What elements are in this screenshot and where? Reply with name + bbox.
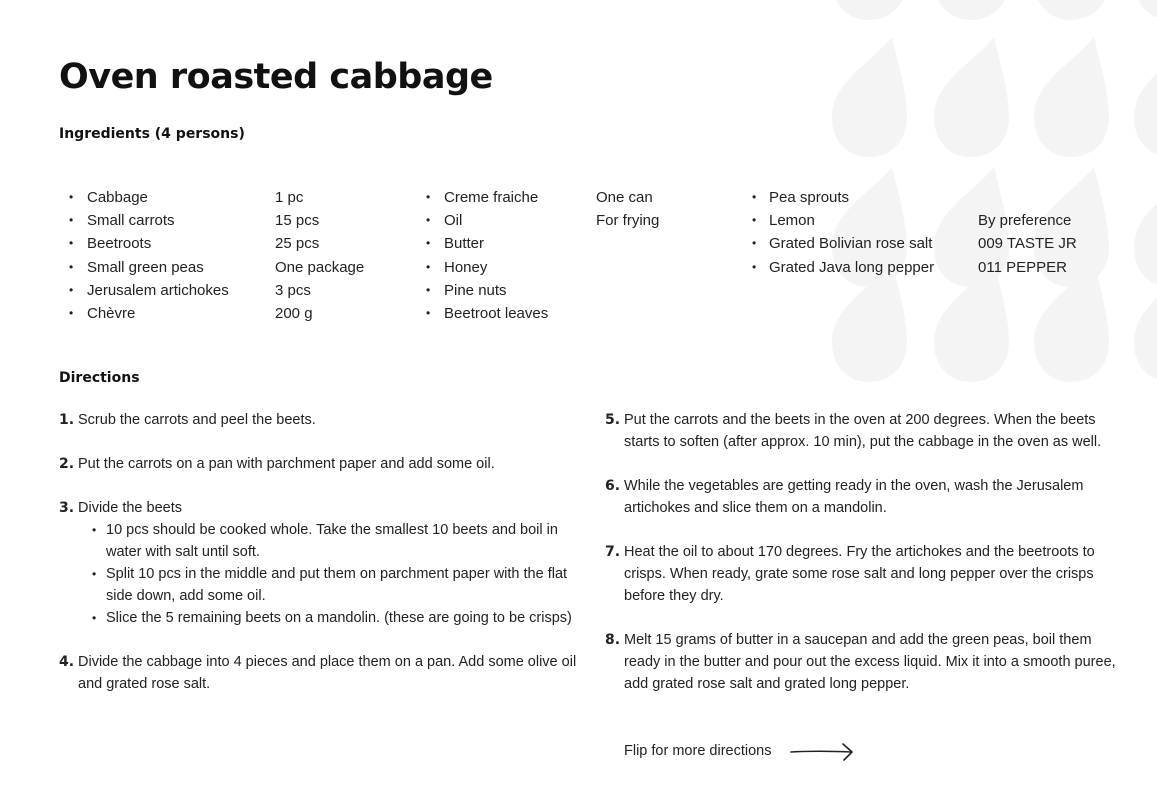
directions-column-right <box>605 409 1120 717</box>
direction-step <box>605 541 1120 607</box>
ingredient-name: Beetroot leaves <box>444 304 549 322</box>
ingredient-quantity: By preference <box>978 212 1072 230</box>
direction-step <box>59 453 579 475</box>
bullet-icon: • <box>92 567 97 581</box>
sub-step <box>92 563 579 607</box>
bullet-icon: • <box>92 523 97 537</box>
ingredient-quantity: 3 pcs <box>275 281 311 299</box>
ingredient-item <box>426 186 726 209</box>
bullet-icon: • <box>426 305 431 320</box>
bullet-icon: • <box>69 259 74 274</box>
step-text: Divide the cabbage into 4 pieces and place them on a pan. Add some olive oil and grated rose salt. <box>78 654 577 692</box>
drop-icon <box>1134 0 1157 20</box>
step-number: 6. <box>605 478 621 494</box>
ingredient-name: Oil <box>444 212 463 230</box>
ingredient-name: Small carrots <box>87 212 175 230</box>
direction-step <box>59 409 579 431</box>
bullet-icon: • <box>752 213 757 228</box>
ingredient-name: Small green peas <box>87 258 204 276</box>
ingredient-name: Cabbage <box>87 189 148 206</box>
ingredient-item <box>752 209 1132 232</box>
ingredient-name: Lemon <box>769 212 815 230</box>
step-text: While the vegetables are getting ready in the oven, wash the Jerusalem artichokes and slice them on a mandolin. <box>624 478 1084 516</box>
bullet-icon: • <box>69 236 74 251</box>
step-text: Scrub the carrots and peel the beets. <box>78 412 316 428</box>
ingredient-item <box>69 209 409 232</box>
ingredient-quantity: 200 g <box>275 304 313 322</box>
ingredient-item <box>69 256 409 279</box>
ingredient-quantity: 011 PEPPER <box>978 258 1067 276</box>
drop-icon <box>1034 37 1109 157</box>
step-sublist <box>78 519 579 629</box>
sub-step-text: 10 pcs should be cooked whole. Take the smallest 10 beets and boil in water with salt until soft. <box>106 522 558 560</box>
step-number: 5. <box>605 412 621 428</box>
ingredient-quantity: 1 pc <box>275 189 304 206</box>
ingredient-item <box>426 232 726 255</box>
step-text: Put the carrots and the beets in the oven at 200 degrees. When the beets starts to soften (after approx. 10 min), put the cabbage in the oven as well. <box>624 412 1102 450</box>
step-text: Divide the beets <box>78 500 182 516</box>
flip-text: Flip for more directions <box>624 743 772 759</box>
directions-heading: Directions <box>59 370 140 386</box>
ingredients-heading: Ingredients (4 persons) <box>59 126 245 142</box>
step-number: 8. <box>605 632 621 648</box>
directions-column-left <box>59 409 579 717</box>
ingredient-item <box>426 302 726 325</box>
bullet-icon: • <box>752 190 757 204</box>
step-number: 2. <box>59 456 75 472</box>
ingredient-item <box>69 302 409 325</box>
direction-step <box>605 409 1120 453</box>
bullet-icon: • <box>426 236 431 251</box>
bullet-icon: • <box>426 259 431 274</box>
ingredient-quantity: For frying <box>596 212 660 230</box>
bullet-icon: • <box>69 190 74 204</box>
ingredient-item <box>426 279 726 302</box>
ingredient-name: Grated Bolivian rose salt <box>769 235 933 253</box>
step-text: Put the carrots on a pan with parchment paper and add some oil. <box>78 456 495 472</box>
ingredient-item <box>752 232 1132 255</box>
step-text: Heat the oil to about 170 degrees. Fry the artichokes and the beetroots to crisps. When ready, grate some rose salt and long pepper over the crisps before they dry. <box>624 544 1095 604</box>
sub-step-text: Slice the 5 remaining beets on a mandolin. (these are going to be crisps) <box>106 610 572 626</box>
step-number: 4. <box>59 654 75 670</box>
step-text: Melt 15 grams of butter in a saucepan and add the green peas, boil them ready in the butter and pour out the excess liquid. Mix it into a smooth puree, add grated rose salt and grated long pepper. <box>624 632 1116 692</box>
drop-icon <box>1134 37 1157 157</box>
bullet-icon: • <box>752 259 757 274</box>
ingredient-quantity: 25 pcs <box>275 235 320 253</box>
drop-icon <box>934 0 1009 20</box>
bullet-icon: • <box>426 213 431 228</box>
step-number: 1. <box>59 412 75 428</box>
drop-icon <box>832 37 907 157</box>
ingredients-column-2 <box>426 186 726 325</box>
ingredient-quantity: 15 pcs <box>275 212 320 230</box>
ingredient-item <box>752 186 1132 209</box>
direction-step <box>59 651 579 695</box>
ingredient-name: Chèvre <box>87 304 136 322</box>
flip-for-more-link[interactable] <box>624 740 855 762</box>
step-number: 3. <box>59 500 75 516</box>
bullet-icon: • <box>752 236 757 251</box>
sub-step <box>92 607 579 629</box>
bullet-icon: • <box>69 305 74 320</box>
ingredient-name: Beetroots <box>87 235 152 253</box>
direction-step <box>605 629 1120 695</box>
drop-icon <box>832 0 907 20</box>
bullet-icon: • <box>69 282 74 297</box>
bullet-icon: • <box>92 611 97 625</box>
ingredient-item <box>69 186 409 209</box>
direction-step <box>59 497 579 629</box>
direction-step <box>605 475 1120 519</box>
ingredient-quantity: One can <box>596 189 653 206</box>
bullet-icon: • <box>426 282 431 297</box>
drop-icon <box>1034 0 1109 20</box>
ingredient-item <box>69 279 409 302</box>
ingredient-quantity: 009 TASTE JR <box>978 235 1077 253</box>
sub-step-text: Split 10 pcs in the middle and put them on parchment paper with the flat side down, add some oil. <box>106 566 568 604</box>
sub-step <box>92 519 579 563</box>
ingredient-name: Butter <box>444 235 485 253</box>
ingredients-column-1 <box>69 186 409 325</box>
ingredient-name: Jerusalem artichokes <box>87 281 229 299</box>
ingredient-item <box>426 256 726 279</box>
recipe-title: Oven roasted cabbage <box>59 57 493 97</box>
ingredient-quantity: One package <box>275 258 365 276</box>
step-number: 7. <box>605 544 621 560</box>
ingredient-item <box>752 256 1132 279</box>
ingredient-item <box>426 209 726 232</box>
drop-icon <box>1134 167 1157 287</box>
ingredient-name: Pea sprouts <box>769 189 850 206</box>
ingredient-name: Honey <box>444 258 488 276</box>
ingredient-name: Creme fraiche <box>444 189 539 206</box>
ingredient-item <box>69 232 409 255</box>
ingredient-name: Grated Java long pepper <box>769 258 935 276</box>
ingredients-column-3 <box>752 186 1132 279</box>
drop-icon <box>934 37 1009 157</box>
arrow-right-icon <box>789 740 855 762</box>
ingredient-name: Pine nuts <box>444 281 507 299</box>
bullet-icon: • <box>69 213 74 228</box>
bullet-icon: • <box>426 190 431 204</box>
